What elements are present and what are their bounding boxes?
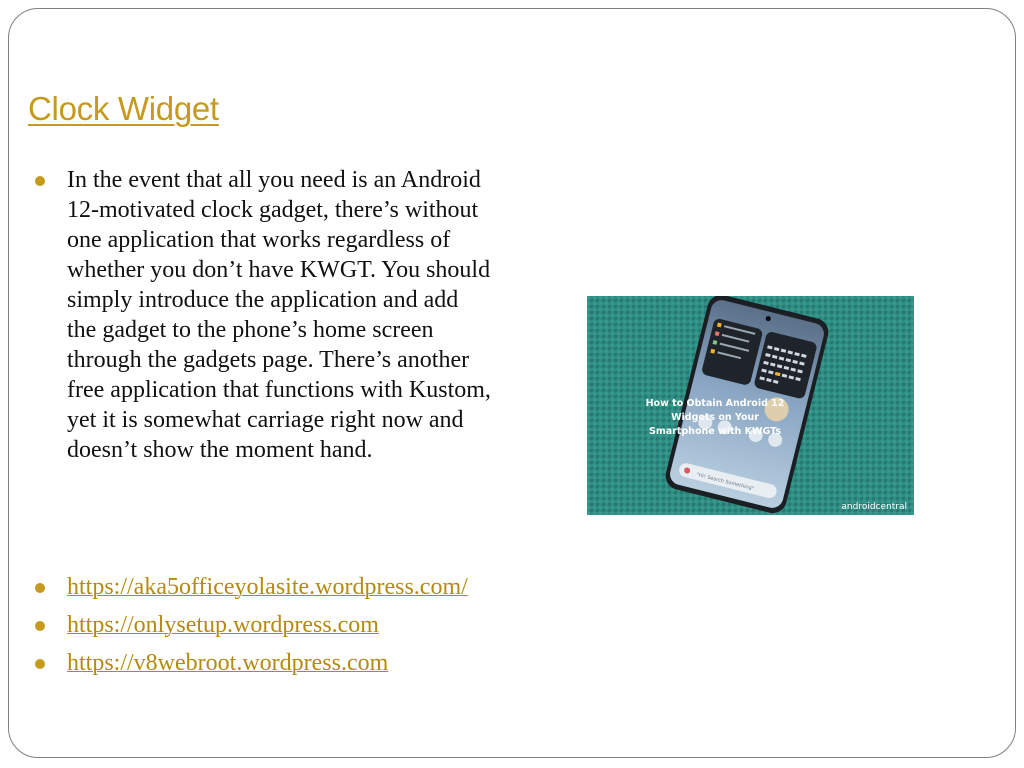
overlay-line-1: How to Obtain Android 12 [645, 398, 785, 409]
paragraph-text: In the event that all you need is an Android 12-motivated clock gadget, there’s without one application that works regardless of whether you don’t have KWGT. You should simply introduce the application and add the gadget to the phone’s home screen through the gadgets page. There’s another free application that functions with Kustom, yet it is somewhat carriage right now and doesn’t show the moment hand. [67, 167, 491, 463]
androidcentral-watermark: androidcentral [841, 502, 907, 512]
link-v8webroot[interactable]: https://v8webroot.wordpress.com [67, 650, 389, 676]
slide-title: Clock Widget [28, 90, 219, 127]
link-item [32, 648, 502, 678]
link-item [32, 572, 502, 602]
bullet-icon [35, 659, 45, 669]
body-text [32, 165, 492, 465]
bullet-icon [35, 583, 45, 593]
search-hint: "Hi! Search Something" [695, 471, 755, 493]
link-aka5officeyolasite[interactable]: https://aka5officeyolasite.wordpress.com/ [67, 574, 468, 600]
link-onlysetup[interactable]: https://onlysetup.wordpress.com [67, 612, 379, 638]
bullet-icon [35, 621, 45, 631]
overlay-line-2: Widgets on Your [671, 412, 759, 423]
links-list [32, 572, 502, 686]
bullet-item [32, 165, 492, 465]
bullet-icon [35, 176, 45, 186]
android-widget-photo [587, 296, 914, 515]
link-item [32, 610, 502, 640]
photo-illustration [587, 296, 914, 515]
overlay-line-3: Smartphone with KWGTs [649, 426, 781, 437]
